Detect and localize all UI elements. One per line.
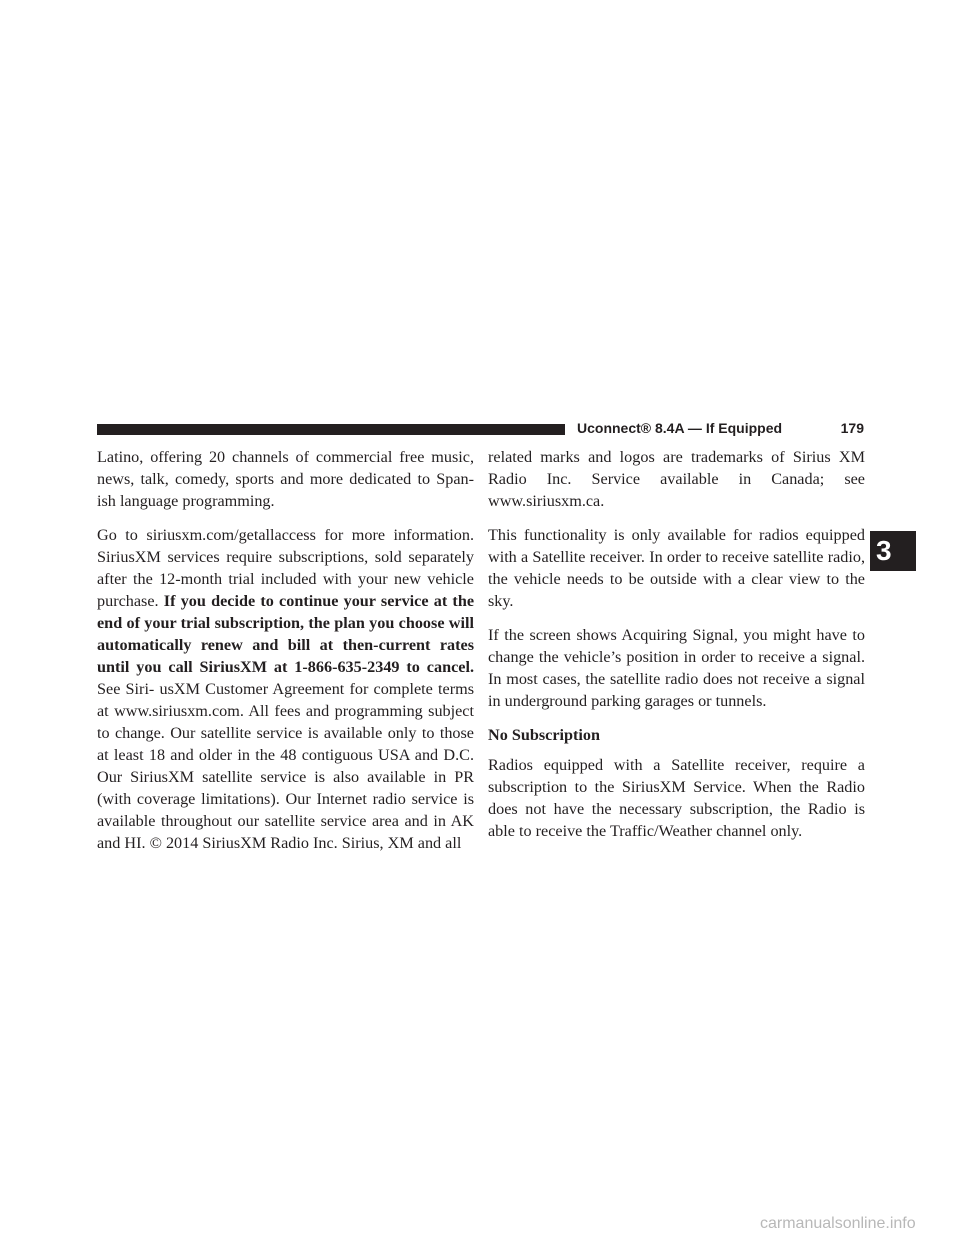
cancellation-notice: If you decide to continue your service at the end of your trial subscription, the plan you choose will automatically renew and bill at then-current rates until you call SiriusXM at 1-866-635-2349 to cancel.	[97, 592, 475, 676]
watermark-text: carmanualsonline.info	[760, 1215, 916, 1232]
paragraph-trademarks: related marks and logos are trademarks of Sirius XM Radio Inc. Service available in Canada; see www.siriusxm.ca.	[488, 448, 865, 510]
paragraph-acquiring-signal: If the screen shows Acquiring Signal, you might have to change the vehicle’s position in order to receive a signal. In most cases, the satellite radio does not receive a signal in underground parking garages or tunnels.	[488, 626, 865, 710]
paragraph-latino: Latino, offering 20 channels of commercial free music, news, talk, comedy, sports and more dedicated to Span- ish language programming.	[97, 448, 474, 510]
header-rule	[97, 424, 565, 435]
subscription-intro-text: Go to siriusxm.com/getallaccess for more information. SiriusXM services require subscriptions, sold separately after the 12-month trial included with your new vehicle purchase.	[97, 526, 474, 610]
left-column	[97, 446, 474, 866]
paragraph-subscription-terms	[97, 524, 474, 854]
paragraph-no-subscription: Radios equipped with a Satellite receiver, require a subscription to the SiriusXM Service. When the Radio does not have the necessary subscription, the Radio is able to receive the Traffic/Weather channel only.	[488, 756, 865, 840]
chapter-tab: 3	[870, 531, 916, 571]
running-header-title: Uconnect® 8.4A — If Equipped	[577, 420, 783, 436]
right-column	[488, 446, 865, 854]
subscription-details-text: See Siri- usXM Customer Agreement for complete terms at www.siriusxm.com. All fees and programming subject to change. Our satellite service is available only to those at least 18 and older in the 48 contiguous USA and D.C. Our SiriusXM satellite service is also available in PR (with coverage limitations). Our Internet radio service is available throughout our satellite service area and in AK and HI. © 2014 SiriusXM Radio Inc. Sirius, XM and all	[97, 680, 474, 852]
section-heading-no-subscription: No Subscription	[488, 726, 600, 744]
paragraph-functionality: This functionality is only available for radios equipped with a Satellite receiver. In order to receive satellite radio, the vehicle needs to be outside with a clear view to the sky.	[488, 526, 865, 610]
page-number: 179	[840, 420, 864, 436]
